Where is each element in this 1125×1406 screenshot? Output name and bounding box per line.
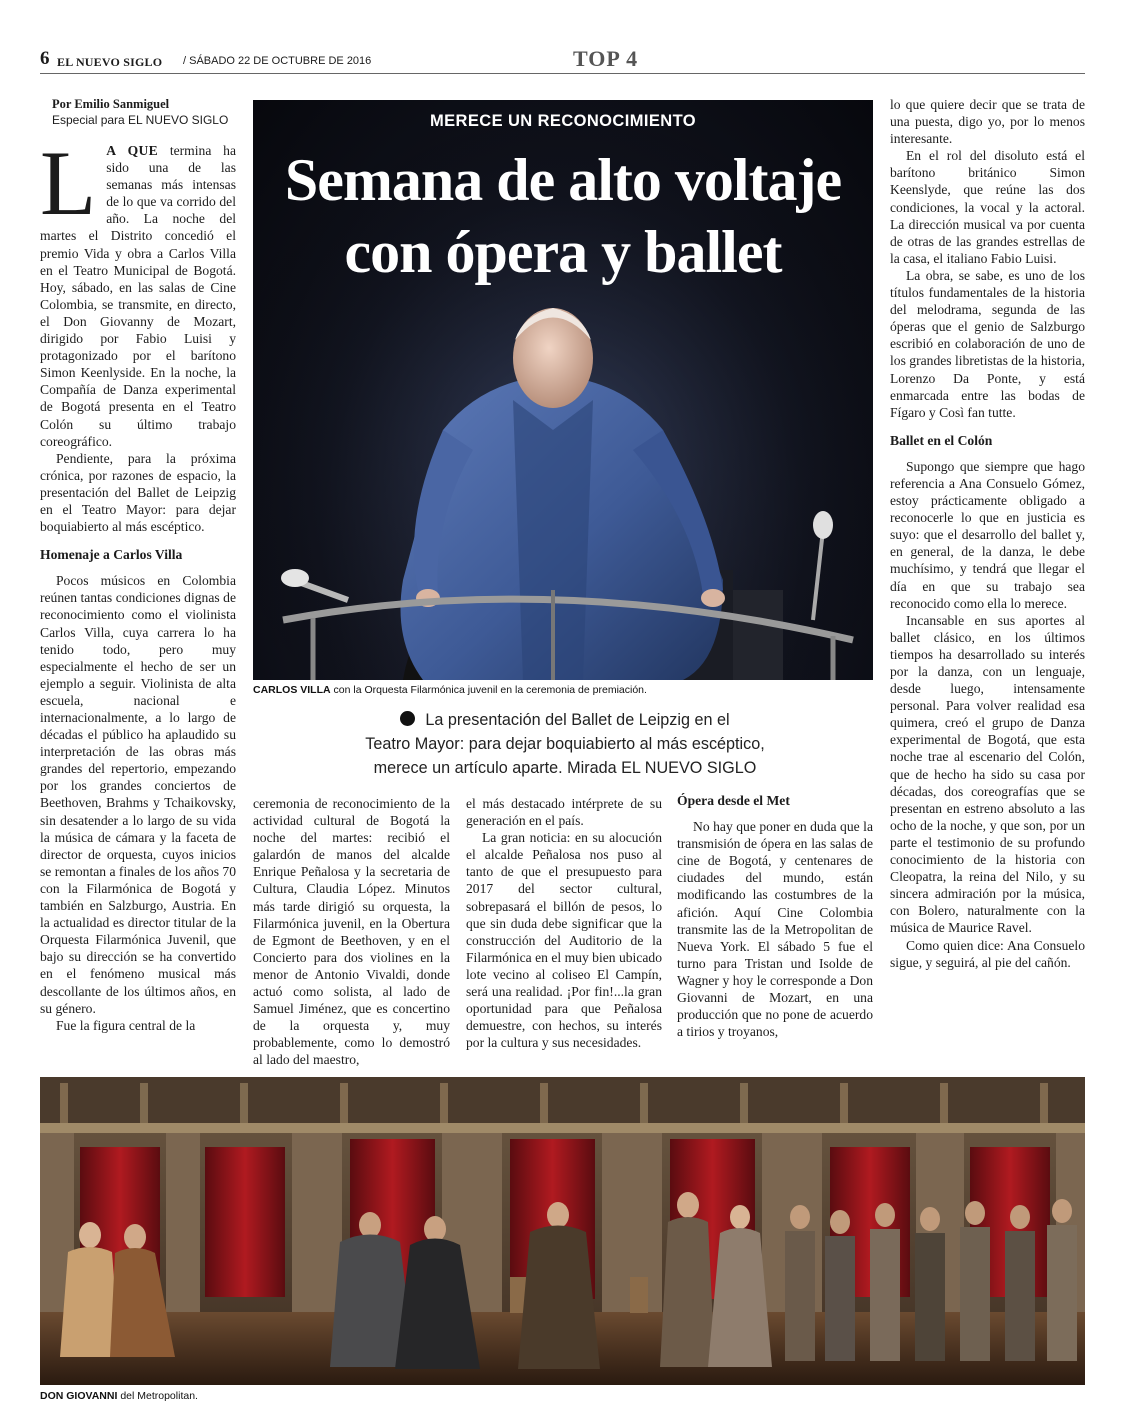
paragraph: Fue la figura central de la	[56, 1017, 196, 1033]
bullet-icon	[400, 711, 415, 726]
stage-illustration	[40, 1077, 1085, 1385]
opera-stage-photo	[40, 1077, 1085, 1385]
pull-line-3: merece un artículo aparte. Mirada EL NUEVO SIGLO	[373, 759, 757, 777]
paragraph: La gran noticia: en su alocución el alcalde Peñalosa nos puso al tanto de que el presupuesto para 2017 del sector cultural, sobrepasará el billón de pesos, lo que sin duda debe significar que la construcción del Auditorio de la Filarmónica en el muy bien ubicado lote vecino al coliseo El Campín, será una realidad. ¡Por fin!...la gran oportunidad para que Peñalosa demuestre, con hechos, su interés por la cultura y sus necesidades.	[466, 830, 662, 1051]
subheading-ballet: Ballet en el Colón	[890, 432, 993, 448]
caption-name: CARLOS VILLA	[253, 684, 331, 696]
paragraph: En el rol del disoluto está el barítono británico Simon Keenslyde, que reúne las dos condiciones, la vocal y la actoral. La dirección musical va por cuenta de otras de las grandes estrellas de la casa, el italiano Fabio Luisi.	[890, 148, 1085, 266]
column-1	[40, 96, 236, 1034]
subheading-opera: Ópera desde el Met	[677, 793, 790, 808]
paragraph: el más destacado intérprete de su generación en el país.	[466, 796, 662, 829]
caption-text: del Metropolitan.	[120, 1390, 198, 1402]
subheading-homenaje: Homenaje a Carlos Villa	[40, 547, 183, 563]
headline-line-2: con ópera y ballet	[344, 219, 782, 285]
pull-line-1: La presentación del Ballet de Leipzig en el	[425, 711, 730, 729]
column-2	[253, 795, 450, 1069]
paragraph: Pendiente, para la próxima crónica, por razones de espacio, la presentación del Ballet de Leipzig en el Teatro Mayor: para dejar boquiabierto al más escéptico.	[40, 450, 236, 535]
paragraph: Incansable en sus aportes al ballet clásico, en los últimos tiempos ha desarrollado su interés por la danza, con un lenguaje, desde luego, intensamente personal. Para volver realidad esa quimera, creó el grupo de Danza experimental de Bogotá, que esta noche trae al escenario del Colón, que de hecho ha sido su casa por décadas, dos coreografías que se presentan en estreno absoluto a las ocho de la noche, y que son, por un parte el testimonio de su profundo conocimiento de la historia con Cleopatra, la reina del Nilo, y su sincera admiración por la música, con Bolero, naturalmente con la música de Maurice Ravel.	[890, 612, 1085, 936]
feature-caption	[253, 684, 647, 696]
feature-kicker: MERECE UN RECONOCIMIENTO	[430, 112, 696, 130]
paragraph: Como quien dice: Ana Consuelo sigue, y seguirá, al pie del cañón.	[890, 937, 1085, 970]
paragraph: La obra, se sabe, es uno de los títulos fundamentales de la historia del melodrama, segunda de las óperas que el genio de Salzburgo escribió en colaboración de uno de los grandes libretistas de la historia, Lorenzo Da Ponte, y está enmarcada entre las bodas de Fígaro y Così fan tutte.	[890, 267, 1085, 420]
section-title: TOP 4	[573, 46, 639, 71]
paragraph: ceremonia de reconocimiento de la actividad cultural de Bogotá la noche del martes: recibió el galardón de manos del alcalde Enrique Peñalosa y la secretaria de Cultura, Claudia López. Minutos más tarde dirigió su orquesta, la Filarmónica juvenil, en la Obertura de Egmont de Beethoven, y en el Concierto para dos violines en la menor de Antonio Vivaldi, donde actuó como solista, al lado de Samuel Jiménez, que es concertino de la orquesta y, muy probablemente, como lo demostró al lado del maestro,	[253, 796, 450, 1068]
byline-role: Especial para EL NUEVO SIGLO	[52, 113, 229, 127]
paragraph: Supongo que siempre que hago referencia a Ana Consuelo Gómez, estoy prácticamente obligado a reconocerle lo que en justicia es suyo: que el desarrollo del ballet y, en general, de la danza, le debe muchísimo, y tendrá que llegar el día en que su trabajo sea reconocido como ella lo merece.	[890, 458, 1085, 611]
headline-line-1: Semana de alto voltaje	[284, 147, 842, 213]
paragraph: lo que quiere decir que se trata de una puesta, digo yo, por lo menos interesante.	[890, 97, 1085, 147]
byline-author: Por Emilio Sanmiguel	[52, 97, 170, 111]
page-number: 6	[40, 48, 50, 69]
lead-words: A QUE	[106, 143, 159, 158]
issue-date: / SÁBADO 22 DE OCTUBRE DE 2016	[183, 55, 372, 67]
paragraph: No hay que poner en duda que la transmisión de ópera en las salas de cine de Bogotá, y centenares de ciudades del mundo, están modificando las costumbres de la afición. Aquí Cine Colombia transmite las de la Metropolitan de Nueva York. El sábado 5 fue el turno para Tristan und Isolde de Wagner y hoy le corresponde a Don Giovanni de Mozart, en una producción que no pone de acuerdo a tirios y troyanos,	[677, 819, 873, 1040]
lead-paragraph	[40, 132, 236, 450]
stage-caption	[40, 1390, 198, 1402]
page-header	[40, 46, 1085, 74]
dropcap: L	[40, 132, 97, 234]
caption-text: con la Orquesta Filarmónica juvenil en la ceremonia de premiación.	[333, 684, 647, 696]
column-4	[677, 784, 873, 1040]
paragraph-text: termina ha sido una de las semanas más intensas de lo que va corrido del año. La noche del martes el Distrito concedió el premio Vida y obra a Carlos Villa en el Teatro Municipal de Bogotá. Hoy, sábado, en las salas de Cine Colombia, se transmite, en directo, el Don Giovanny de Mozart, dirigido por Fabio Luisi y protagonizado por el barítono Simon Keenlyside. En la noche, la Compañía de Danza experimental de Bogotá presenta en el Teatro Colón su último trabajo coreográfico.	[40, 143, 236, 449]
pull-line-2: Teatro Mayor: para dejar boquiabierto al más escéptico,	[365, 735, 765, 753]
feature-photo	[253, 100, 873, 680]
caption-name: DON GIOVANNI	[40, 1390, 118, 1402]
column-5	[890, 96, 1085, 971]
paragraph: Pocos músicos en Colombia reúnen tantas condiciones dignas de reconocimiento como el violinista Carlos Villa, cuya carrera lo ha tenido todo, pero muy especialmente el hecho de ser un ejemplo a seguir. Violinista de alta escuela, nacional e internacionalmente, a lo largo de décadas el público ha aplaudido su interpretación de las obras más grandes del repertorio, empezando por los grandes conciertos de Beethoven, Brahms y Tchaikovsky, sin desatender a lo largo de su vida la música de cámara y la faceta de director de orquesta, cuyos inicios se remontan a finales de los años 70 con la Filarmónica de Bogotá y también en Salzburgo, Austria. En la actualidad es director titular de la Orquesta Filarmónica Juvenil, que bajo su dirección se ha convertido en el fenómeno musical más descollante de los últimos años, en su género.	[40, 573, 236, 1016]
column-3	[466, 795, 662, 1051]
feature-headline	[253, 144, 873, 288]
newspaper-name: EL NUEVO SIGLO	[57, 55, 163, 69]
pull-quote	[300, 708, 830, 780]
